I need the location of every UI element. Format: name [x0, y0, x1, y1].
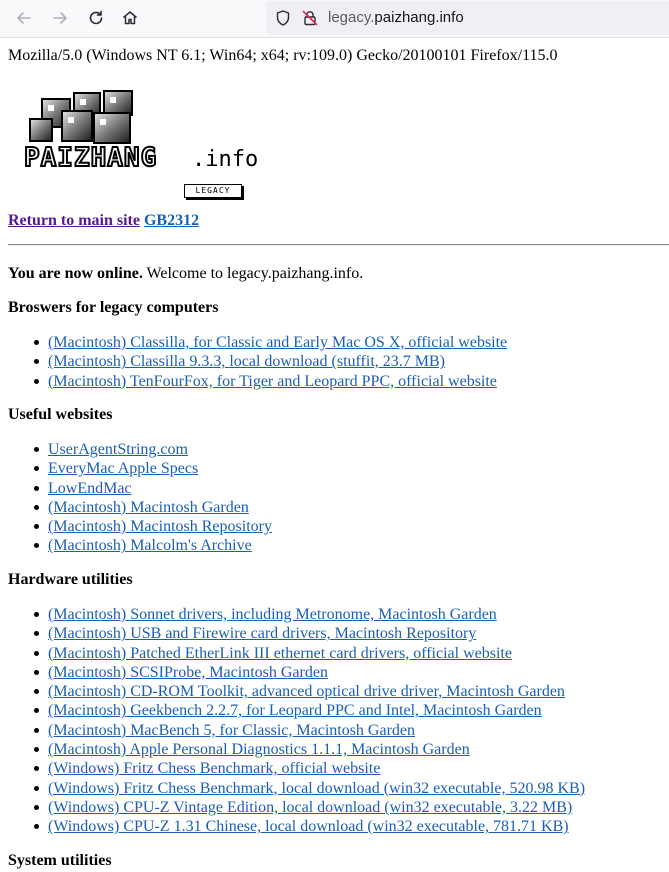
url-text[interactable]: [328, 9, 464, 27]
list-item: [0, 740, 585, 759]
resource-link[interactable]: (Macintosh) Classilla, for Classic and Early Mac OS X, official website: [48, 334, 508, 351]
gb2312-link[interactable]: GB2312: [143, 212, 200, 229]
resource-link[interactable]: (Windows) CPU-Z Vintage Edition, local download (win32 executable, 3.22 MB): [48, 798, 573, 816]
url-bar[interactable]: [266, 1, 669, 35]
horizontal-divider: [8, 244, 669, 246]
resource-link[interactable]: (Macintosh) USB and Firewire card drivers, Macintosh Repository: [48, 625, 477, 643]
section-heading-browsers: Broswers for legacy computers: [8, 299, 219, 316]
welcome-text: Welcome to legacy.paizhang.info.: [142, 265, 364, 282]
resource-link[interactable]: LowEndMac: [48, 479, 132, 497]
list-item: [0, 817, 585, 836]
list-item: [0, 663, 585, 682]
section-heading-system-utilities: System utilities: [8, 852, 112, 869]
list-item: [0, 682, 585, 701]
return-main-site-link[interactable]: Return to main site: [8, 212, 140, 229]
list-item: [0, 624, 585, 643]
welcome-message: [8, 264, 363, 284]
resource-link[interactable]: (Windows) Fritz Chess Benchmark, official website: [48, 760, 381, 778]
back-arrow-icon[interactable]: [12, 6, 36, 30]
browsers-list: [0, 333, 507, 391]
list-item: [0, 759, 585, 778]
online-status: You are now online.: [8, 265, 143, 282]
resource-link[interactable]: UserAgentString.com: [48, 441, 188, 458]
hardware-utilities-list: [0, 605, 585, 837]
list-item: [0, 779, 585, 798]
url-subdomain: legacy.: [328, 9, 375, 26]
resource-link[interactable]: (Macintosh) Malcolm's Archive: [48, 537, 252, 555]
list-item: [0, 333, 507, 352]
user-agent-string: Mozilla/5.0 (Windows NT 6.1; Win64; x64; rv:109.0) Gecko/20100101 Firefox/115.0: [8, 47, 558, 64]
site-logo[interactable]: [22, 89, 259, 201]
resource-link[interactable]: (Macintosh) SCSIProbe, Macintosh Garden: [48, 663, 328, 681]
resource-link[interactable]: (Macintosh) Patched EtherLink III ethernet card drivers, official website: [48, 644, 512, 662]
list-item: [0, 498, 272, 517]
list-item: [0, 798, 585, 817]
list-item: [0, 721, 585, 740]
list-item: [0, 479, 272, 498]
forward-arrow-icon[interactable]: [48, 6, 72, 30]
list-item: [0, 701, 585, 720]
list-item: [0, 644, 585, 663]
list-item: [0, 352, 507, 371]
insecure-lock-icon[interactable]: [301, 9, 319, 27]
top-links: [8, 211, 199, 231]
list-item: [0, 440, 272, 459]
resource-link[interactable]: (Macintosh) Sonnet drivers, including Metronome, Macintosh Garden: [48, 606, 497, 623]
list-item: [0, 459, 272, 478]
resource-link[interactable]: (Macintosh) CD-ROM Toolkit, advanced optical drive driver, Macintosh Garden: [48, 683, 565, 701]
url-domain: paizhang.info: [374, 9, 464, 26]
logo-wordmark: PAIZHANG: [24, 143, 158, 173]
list-item: [0, 536, 272, 555]
resource-link[interactable]: EveryMac Apple Specs: [48, 460, 199, 478]
useful-websites-list: [0, 440, 272, 556]
home-icon[interactable]: [118, 6, 142, 30]
resource-link[interactable]: (Macintosh) Apple Personal Diagnostics 1.1.1, Macintosh Garden: [48, 741, 470, 759]
logo-pixel-emblem: [22, 89, 152, 151]
browser-toolbar: [0, 0, 669, 38]
list-item: [0, 517, 272, 536]
resource-link[interactable]: (Windows) Fritz Chess Benchmark, local download (win32 executable, 520.98 KB): [48, 779, 586, 797]
logo-legacy-tag: LEGACY: [184, 184, 242, 198]
logo-suffix: .info: [192, 147, 259, 172]
resource-link[interactable]: (Macintosh) Classilla 9.3.3, local download (stuffit, 23.7 MB): [48, 353, 445, 371]
resource-link[interactable]: (Macintosh) TenFourFox, for Tiger and Leopard PPC, official website: [48, 372, 497, 390]
section-heading-hardware-utilities: Hardware utilities: [8, 571, 133, 588]
resource-link[interactable]: (Macintosh) Macintosh Repository: [48, 518, 272, 536]
section-heading-useful-websites: Useful websites: [8, 406, 113, 423]
list-item: [0, 605, 585, 624]
shield-icon[interactable]: [274, 9, 292, 27]
list-item: [0, 372, 507, 391]
resource-link[interactable]: (Macintosh) Geekbench 2.2.7, for Leopard PPC and Intel, Macintosh Garden: [48, 702, 542, 720]
reload-icon[interactable]: [84, 6, 108, 30]
resource-link[interactable]: (Macintosh) Macintosh Garden: [48, 498, 249, 516]
resource-link[interactable]: (Windows) CPU-Z 1.31 Chinese, local download (win32 executable, 781.71 KB): [48, 818, 569, 836]
resource-link[interactable]: (Macintosh) MacBench 5, for Classic, Macintosh Garden: [48, 721, 416, 739]
